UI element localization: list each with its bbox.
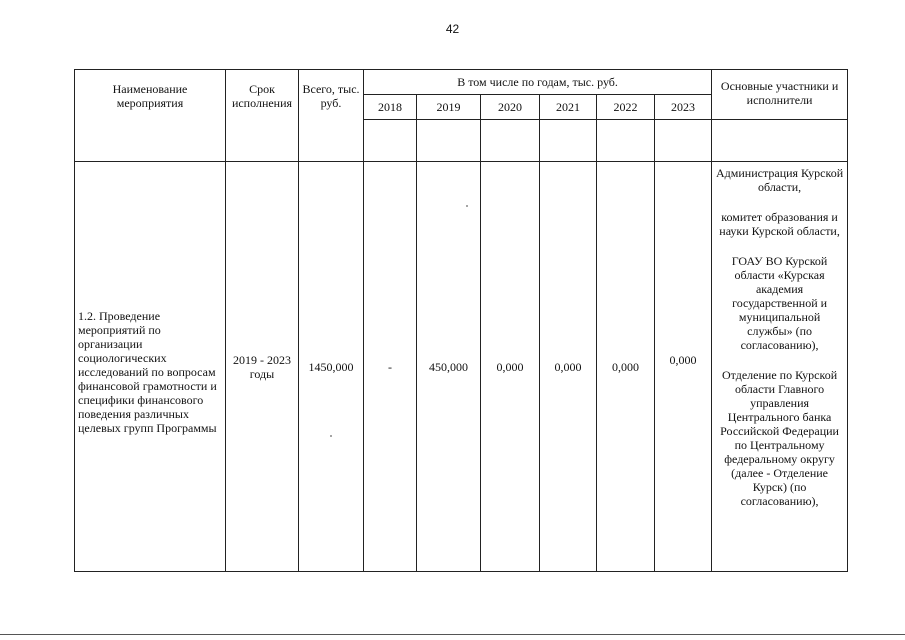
blank-cell [655,120,712,162]
participant-item: Администрация Курской области, [716,166,844,194]
participant-item: Отделение по Курской области Главного управления Центрального банка Российской Федерации по Центральному федеральному округу (далее - Отделение Курск) (по согласованию), [720,368,839,508]
header-name: Наименование мероприятия [75,70,226,162]
activity-term: 2019 - 2023 годы [226,162,299,572]
scan-edge-line [0,634,905,635]
participant-item: ГОАУ ВО Курской области «Курская академия государственной и муниципальной службы» (по согласованию), [731,254,828,352]
header-year-2022: 2022 [597,95,655,120]
header-participants: Основные участники и исполнители [712,70,848,120]
header-year-2021: 2021 [540,95,597,120]
blank-cell [481,120,540,162]
value-2023: 0,000 [655,162,712,572]
blank-cell [712,120,848,162]
value-2019: 450,000 [417,162,481,572]
header-year-2019: 2019 [417,95,481,120]
participants-cell [712,162,848,572]
scan-speck [330,435,332,437]
header-term: Срок исполнения [226,70,299,162]
blank-cell [597,120,655,162]
value-2021: 0,000 [540,162,597,572]
scan-speck [466,205,468,207]
value-2020: 0,000 [481,162,540,572]
activity-name: 1.2. Проведение мероприятий по организации социологических исследований по вопросам финансовой грамотности и специфики финансового поведения различных целевых групп Программы [75,162,226,572]
header-year-2023: 2023 [655,95,712,120]
header-year-2018: 2018 [364,95,417,120]
value-2018: - [364,162,417,572]
header-by-years: В том числе по годам, тыс. руб. [364,70,712,95]
header-year-2020: 2020 [481,95,540,120]
program-activities-table [74,69,848,572]
header-total: Всего, тыс. руб. [299,70,364,162]
activity-total: 1450,000 [299,162,364,572]
blank-cell [417,120,481,162]
participant-item: комитет образования и науки Курской области, [719,210,840,238]
value-2022: 0,000 [597,162,655,572]
blank-cell [540,120,597,162]
blank-cell [364,120,417,162]
table-row [75,162,848,572]
page-number: 42 [445,22,460,36]
